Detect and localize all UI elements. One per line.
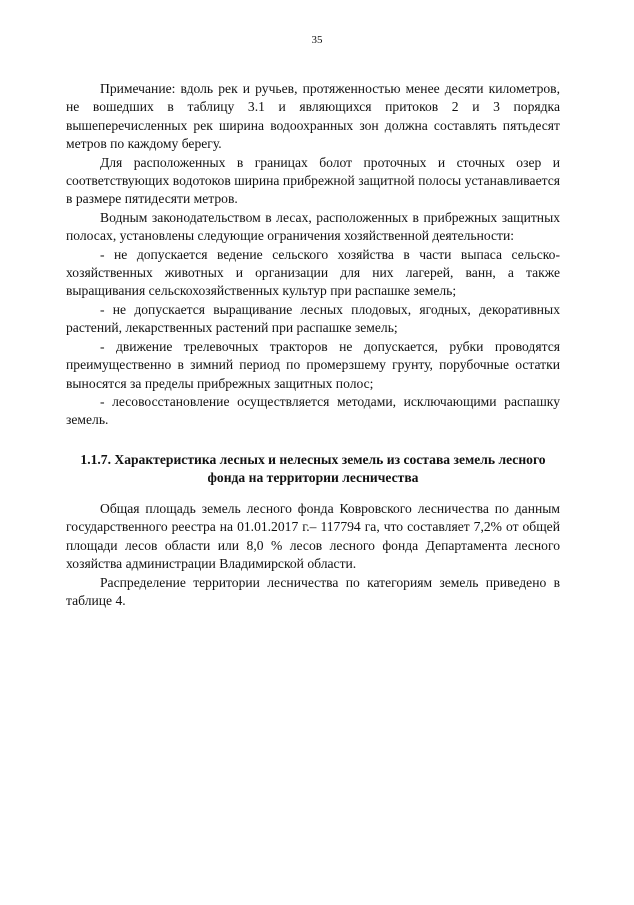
forest-land-section [66,500,560,610]
paragraph-total-area: Общая площадь земель лесного фонда Ковровского лесничества по данным государственного реестра на 01.01.2017 г.– 117794 га, что составляет 7,2% от общей площади лесов области или 8,0 % лесов лесного фонда Департамента лесного хозяйства администрации Владимирской области. [66,501,560,572]
restriction-item-reforestation: - лесовосстановление осуществляется методами, исключающими распашку земель. [66,393,560,428]
page-number: 35 [311,34,323,46]
restriction-item-tractors: - движение трелевочных тракторов не допускается, рубки проводятся преимущественно в зимний период по промерзшему грунту, порубочные остатки выносятся за пределы прибрежных защитных полос; [66,338,560,391]
restriction-item-agriculture: - не допускается ведение сельского хозяйства в части выпаса сельско-хозяйственных животных и организации для них лагерей, ванн, а также выращивания сельскохозяйственных культур при распашке земель; [66,246,560,299]
restriction-item-plants: - не допускается выращивание лесных плодовых, ягодных, декоративных растений, лекарственных растений при распашке земель; [66,301,560,336]
paragraph-water-law: Водным законодательством в лесах, расположенных в прибрежных защитных полосах, установлены следующие ограничения хозяйственной деятельности: [66,209,560,244]
paragraph-swamp-lakes: Для расположенных в границах болот проточных и сточных озер и соответствующих водотоков ширина прибрежной защитной полосы устанавливается в размере пятидесяти метров. [66,154,560,207]
paragraph-note: Примечание: вдоль рек и ручьев, протяженностью менее десяти километров, не вошедших в таблицу 3.1 и являющихся притоков 2 и 3 порядка вышеперечисленных рек ширина водоохранных зон должна составлять пятьдесят метров по каждому берегу. [66,81,560,152]
water-protection-notes [66,80,560,430]
section-heading: 1.1.7. Характеристика лесных и нелесных земель из состава земель лесного фонда на территории лесничества [80,452,546,486]
paragraph-distribution: Распределение территории лесничества по категориям земель приведено в таблице 4. [66,574,560,609]
